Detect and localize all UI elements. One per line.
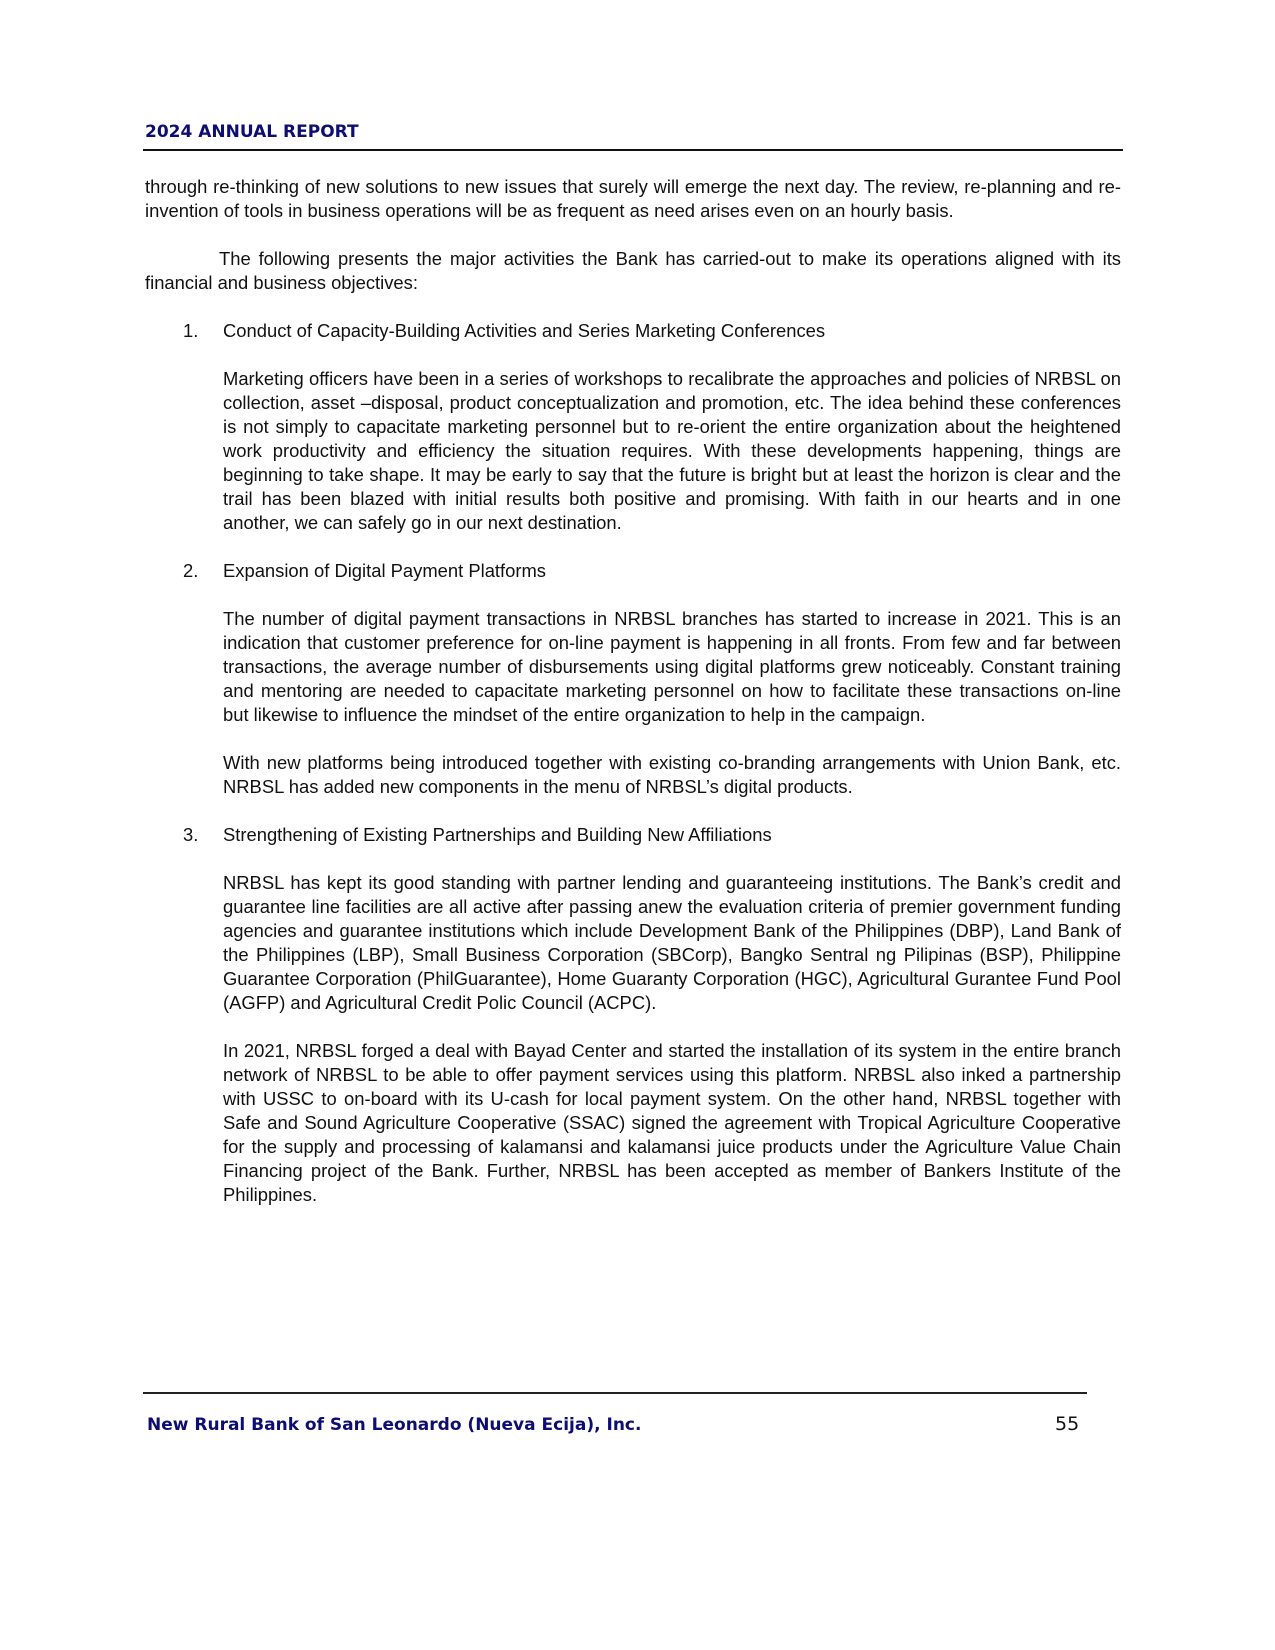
- activity-item-2: [145, 559, 1121, 799]
- activity-paragraph: In 2021, NRBSL forged a deal with Bayad Center and started the installation of its system in the entire branch network of NRBSL to be able to offer payment services using this platform. NRBSL also inked a partnership with USSC to on-board with its U-cash for local payment system. On the other hand, NRBSL together with Safe and Sound Agriculture Cooperative (SSAC) signed the agreement with Tropical Agriculture Cooperative for the supply and processing of kalamansi and kalamansi juice products under the Agriculture Value Chain Financing project of the Bank. Further, NRBSL has been accepted as member of Bankers Institute of the Philippines.: [223, 1040, 1121, 1205]
- activity-number: 1.: [183, 320, 199, 341]
- activity-paragraph: NRBSL has kept its good standing with partner lending and guaranteeing institutions. The Bank’s credit and guarantee line facilities are all active after passing anew the evaluation criteria of premier government funding agencies and guarantee institutions which include Development Bank of the Philippines (DBP), Land Bank of the Philippines (LBP), Small Business Corporation (SBCorp), Bangko Sentral ng Pilipinas (BSP), Philippine Guarantee Corporation (PhilGuarantee), Home Guaranty Corporation (HGC), Agricultural Gurantee Fund Pool (AGFP) and Agricultural Credit Polic Council (ACPC).: [223, 872, 1121, 1013]
- header-divider: [143, 149, 1123, 151]
- lead-in-paragraph: The following presents the major activities the Bank has carried-out to make its operations aligned with its financial and business objectives:: [145, 248, 1121, 293]
- activity-item-3: [145, 823, 1121, 1207]
- activity-item-1: [145, 319, 1121, 535]
- activity-paragraph: The number of digital payment transactions in NRBSL branches has started to increase in 2021. This is an indication that customer preference for on-line payment is happening in all fronts. From few and far between transactions, the average number of disbursements using digital platforms grew noticeably. Constant training and mentoring are needed to capacitate marketing personnel on how to facilitate these transactions on-line but likewise to influence the mindset of the entire organization to help in the campaign.: [223, 608, 1121, 725]
- activity-number: 3.: [183, 824, 199, 845]
- activity-paragraph: Marketing officers have been in a series of workshops to recalibrate the approaches and policies of NRBSL on collection, asset –disposal, product conceptualization and promotion, etc. The idea behind these conferences is not simply to capacitate marketing personnel but to re-orient the entire organization about the heightened work productivity and efficiency the situation requires. With these developments happening, things are beginning to take shape. It may be early to say that the future is bright but at least the horizon is clear and the trail has been blazed with initial results both positive and promising. With faith in our hearts and in one another, we can safely go in our next destination.: [223, 368, 1121, 533]
- activity-title: Conduct of Capacity-Building Activities and Series Marketing Conferences: [223, 320, 826, 341]
- page-number: 55: [1055, 1413, 1080, 1435]
- activity-title: Expansion of Digital Payment Platforms: [223, 560, 547, 581]
- continuation-paragraph: through re-thinking of new solutions to new issues that surely will emerge the next day. The review, re-planning and re-invention of tools in business operations will be as frequent as need arises even on an hourly basis.: [145, 176, 1121, 221]
- report-title: 2024 ANNUAL REPORT: [145, 122, 359, 142]
- footer-divider: [143, 1392, 1087, 1394]
- activity-paragraph: With new platforms being introduced together with existing co-branding arrangements with Union Bank, etc. NRBSL has added new components in the menu of NRBSL’s digital products.: [223, 752, 1121, 797]
- activity-title: Strengthening of Existing Partnerships and Building New Affiliations: [223, 824, 772, 845]
- page-content: [145, 175, 1121, 1231]
- activity-number: 2.: [183, 560, 199, 581]
- page-header: [145, 121, 1123, 143]
- footer-organization: New Rural Bank of San Leonardo (Nueva Ecija), Inc.: [147, 1415, 642, 1435]
